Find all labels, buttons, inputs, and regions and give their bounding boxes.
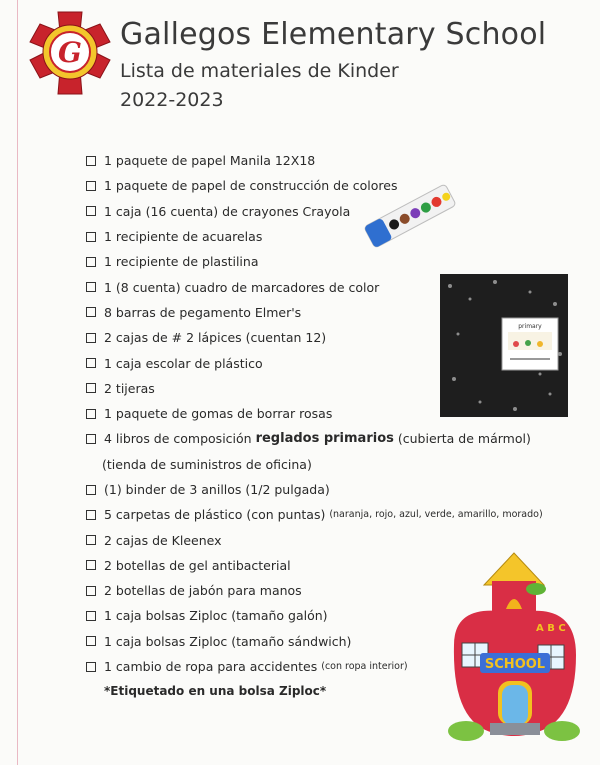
checkbox[interactable] (86, 409, 96, 419)
checkbox[interactable] (86, 282, 96, 292)
abc-letters: A B C (536, 623, 566, 634)
margin-line (17, 0, 18, 765)
apple-schoolhouse-image (444, 545, 584, 745)
item-label: 1 caja bolsas Ziploc (tamaño sándwich) (104, 633, 352, 649)
item-emphasis: reglados primarios (255, 431, 394, 447)
list-item[interactable] (86, 173, 576, 198)
item-detail: (con ropa interior) (321, 661, 408, 673)
list-item[interactable] (86, 426, 576, 451)
list-item[interactable] (86, 502, 576, 527)
item-label: 1 caja (16 cuenta) de crayones Crayola (104, 203, 351, 219)
checkbox[interactable] (86, 586, 96, 596)
item-label: 1 recipiente de plastilina (104, 254, 259, 270)
checkbox[interactable] (86, 307, 96, 317)
item-note: (tienda de suministros de oficina) (102, 456, 312, 472)
item-label: 1 recipiente de acuarelas (104, 229, 263, 245)
label-note: *Etiquetado en una bolsa Ziploc* (104, 684, 327, 698)
page-title: Gallegos Elementary School (120, 17, 547, 52)
list-item[interactable] (86, 249, 576, 274)
checkbox[interactable] (86, 485, 96, 495)
item-label: 1 (8 cuenta) cuadro de marcadores de color (104, 279, 380, 295)
checkbox[interactable] (86, 662, 96, 672)
list-item-continuation (86, 452, 576, 477)
item-label: 1 paquete de gomas de borrar rosas (104, 406, 333, 422)
checkbox[interactable] (86, 510, 96, 520)
checkbox[interactable] (86, 232, 96, 242)
school-logo (28, 10, 112, 96)
item-label: 1 cambio de ropa para accidentes (104, 659, 318, 675)
checkbox[interactable] (86, 636, 96, 646)
item-label: 2 botellas de jabón para manos (104, 583, 302, 599)
item-label: (1) binder de 3 anillos (1/2 pulgada) (104, 482, 330, 497)
item-label: 4 libros de composición (104, 431, 252, 447)
item-label: 2 botellas de gel antibacterial (104, 557, 291, 573)
logo-letter: G (58, 36, 82, 69)
school-year: 2022-2023 (120, 89, 224, 111)
item-label: 1 caja bolsas Ziploc (tamaño galón) (104, 608, 328, 624)
item-label: 2 cajas de # 2 lápices (cuentan 12) (104, 330, 327, 346)
page-subtitle: Lista de materiales de Kinder (120, 60, 399, 82)
item-label-rest: (cubierta de mármol) (397, 431, 531, 447)
item-label: 5 carpetas de plástico (con puntas) (104, 507, 326, 523)
checkbox[interactable] (86, 257, 96, 267)
item-label: 8 barras de pegamento Elmer's (104, 304, 302, 320)
checkbox[interactable] (86, 611, 96, 621)
checkbox[interactable] (86, 206, 96, 216)
item-label: 1 caja escolar de plástico (104, 355, 263, 371)
item-label: 1 paquete de papel Manila 12X18 (104, 153, 316, 169)
watercolor-paints-image (360, 176, 460, 256)
school-sign: SCHOOL (484, 657, 546, 672)
checkbox[interactable] (86, 358, 96, 368)
checkbox[interactable] (86, 560, 96, 570)
checkbox[interactable] (86, 434, 96, 444)
item-label: 1 paquete de papel de construcción de colores (104, 178, 398, 194)
list-item[interactable] (86, 199, 576, 224)
checkbox[interactable] (86, 181, 96, 191)
notebook-label: primary (518, 323, 542, 330)
item-label: 2 tijeras (104, 380, 155, 396)
list-item[interactable] (86, 148, 576, 173)
composition-notebook-image (440, 274, 568, 417)
checkbox[interactable] (86, 383, 96, 393)
item-detail: (naranja, rojo, azul, verde, amarillo, morado) (329, 509, 543, 521)
checkbox[interactable] (86, 156, 96, 166)
item-label: 2 cajas de Kleenex (104, 532, 222, 548)
checkbox[interactable] (86, 535, 96, 545)
list-item[interactable] (86, 477, 576, 502)
list-item[interactable] (86, 224, 576, 249)
checkbox[interactable] (86, 333, 96, 343)
